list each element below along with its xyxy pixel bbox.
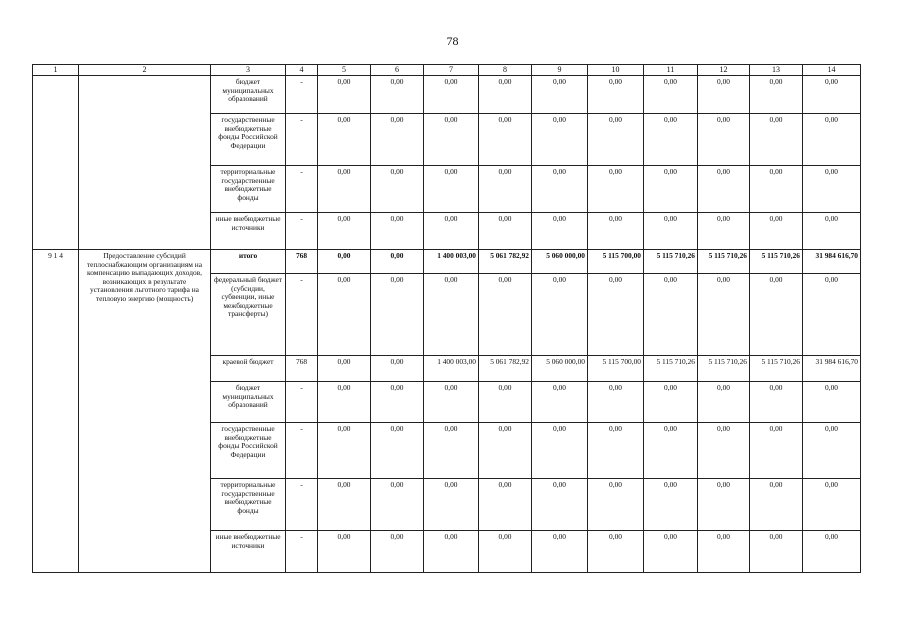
code-cell-empty <box>33 76 79 250</box>
value-cell: 0,00 <box>532 114 588 166</box>
value-cell: 0,00 <box>750 166 803 213</box>
value-cell: 0,00 <box>479 114 532 166</box>
value-cell: 0,00 <box>532 479 588 531</box>
value-cell: 0,00 <box>644 76 698 114</box>
value-cell: 0,00 <box>588 114 644 166</box>
source-cell: государственные внебюджетные фонды Российской Федерации <box>211 423 286 479</box>
source-cell: территориальные государственные внебюджетные фонды <box>211 479 286 531</box>
value-cell: 0,00 <box>424 274 479 356</box>
value-cell: 0,00 <box>750 479 803 531</box>
value-cell: 0,00 <box>803 423 861 479</box>
source-cell: итого <box>211 250 286 274</box>
value-cell: 0,00 <box>318 531 371 573</box>
col4-cell: - <box>286 76 318 114</box>
value-cell: 5 115 710,26 <box>698 250 750 274</box>
value-cell: 0,00 <box>644 114 698 166</box>
source-cell: бюджет муниципальных образований <box>211 76 286 114</box>
value-cell: 0,00 <box>318 114 371 166</box>
value-cell: 0,00 <box>318 356 371 382</box>
value-cell: 5 115 710,26 <box>750 356 803 382</box>
value-cell: 0,00 <box>644 213 698 250</box>
value-cell: 31 984 616,70 <box>803 356 861 382</box>
col4-cell: - <box>286 213 318 250</box>
value-cell: 0,00 <box>588 213 644 250</box>
value-cell: 0,00 <box>803 531 861 573</box>
value-cell: 0,00 <box>371 479 424 531</box>
value-cell: 0,00 <box>371 213 424 250</box>
value-cell: 1 400 003,00 <box>424 356 479 382</box>
col4-cell: - <box>286 531 318 573</box>
value-cell: 0,00 <box>424 166 479 213</box>
value-cell: 0,00 <box>479 213 532 250</box>
value-cell: 0,00 <box>644 382 698 423</box>
col4-cell: - <box>286 166 318 213</box>
value-cell: 0,00 <box>588 76 644 114</box>
col4-cell: 768 <box>286 356 318 382</box>
value-cell: 0,00 <box>424 479 479 531</box>
header-cell: 10 <box>588 65 644 76</box>
header-cell: 14 <box>803 65 861 76</box>
col4-cell: - <box>286 382 318 423</box>
value-cell: 0,00 <box>750 213 803 250</box>
value-cell: 5 115 700,00 <box>588 356 644 382</box>
value-cell: 0,00 <box>532 531 588 573</box>
header-cell: 7 <box>424 65 479 76</box>
value-cell: 0,00 <box>644 274 698 356</box>
value-cell: 0,00 <box>424 114 479 166</box>
value-cell: 0,00 <box>318 250 371 274</box>
value-cell: 0,00 <box>318 479 371 531</box>
budget-table <box>32 64 861 573</box>
value-cell: 0,00 <box>750 531 803 573</box>
header-row <box>33 65 861 76</box>
value-cell: 0,00 <box>588 531 644 573</box>
value-cell: 0,00 <box>318 274 371 356</box>
value-cell: 0,00 <box>532 166 588 213</box>
value-cell: 0,00 <box>424 423 479 479</box>
value-cell: 0,00 <box>803 213 861 250</box>
value-cell: 0,00 <box>532 382 588 423</box>
value-cell: 0,00 <box>803 382 861 423</box>
value-cell: 0,00 <box>803 274 861 356</box>
value-cell: 0,00 <box>371 166 424 213</box>
value-cell: 0,00 <box>371 250 424 274</box>
source-cell: федеральный бюджет (субсидии, субвенции, иные межбюджетные трансферты) <box>211 274 286 356</box>
col4-cell: - <box>286 479 318 531</box>
header-cell: 12 <box>698 65 750 76</box>
value-cell: 0,00 <box>698 213 750 250</box>
value-cell: 0,00 <box>698 76 750 114</box>
value-cell: 0,00 <box>644 423 698 479</box>
header-cell: 1 <box>33 65 79 76</box>
value-cell: 0,00 <box>750 76 803 114</box>
header-cell: 6 <box>371 65 424 76</box>
value-cell: 1 400 003,00 <box>424 250 479 274</box>
value-cell: 0,00 <box>318 213 371 250</box>
value-cell: 0,00 <box>318 423 371 479</box>
row-code: 9 1 4 <box>33 250 79 573</box>
value-cell: 0,00 <box>479 423 532 479</box>
col4-cell: - <box>286 114 318 166</box>
value-cell: 0,00 <box>371 423 424 479</box>
value-cell: 0,00 <box>644 479 698 531</box>
source-cell: государственные внебюджетные фонды Российской Федерации <box>211 114 286 166</box>
value-cell: 0,00 <box>588 274 644 356</box>
source-cell: иные внебюджетные источники <box>211 213 286 250</box>
value-cell: 0,00 <box>532 274 588 356</box>
header-cell: 9 <box>532 65 588 76</box>
value-cell: 0,00 <box>479 531 532 573</box>
value-cell: 0,00 <box>588 479 644 531</box>
table-row <box>33 250 861 274</box>
value-cell: 0,00 <box>750 382 803 423</box>
value-cell: 0,00 <box>424 382 479 423</box>
source-cell: бюджет муниципальных образований <box>211 382 286 423</box>
measure-name: Предоставление субсидий теплоснабжающим организациям на компенсацию выпадающих доходов, возникающих в результате установления льготного тарифа на тепловую энергию (мощность) <box>79 250 211 573</box>
name-cell-empty <box>79 76 211 250</box>
header-cell: 4 <box>286 65 318 76</box>
value-cell: 0,00 <box>698 382 750 423</box>
value-cell: 0,00 <box>698 166 750 213</box>
value-cell: 0,00 <box>424 531 479 573</box>
value-cell: 0,00 <box>588 423 644 479</box>
value-cell: 0,00 <box>750 423 803 479</box>
value-cell: 0,00 <box>371 274 424 356</box>
value-cell: 0,00 <box>371 76 424 114</box>
source-cell: территориальные государственные внебюджетные фонды <box>211 166 286 213</box>
source-cell: краевой бюджет <box>211 356 286 382</box>
value-cell: 5 061 782,92 <box>479 250 532 274</box>
value-cell: 5 115 710,26 <box>644 250 698 274</box>
value-cell: 0,00 <box>479 479 532 531</box>
source-cell: иные внебюджетные источники <box>211 531 286 573</box>
value-cell: 0,00 <box>698 531 750 573</box>
value-cell: 31 984 616,70 <box>803 250 861 274</box>
value-cell: 0,00 <box>698 274 750 356</box>
value-cell: 0,00 <box>588 166 644 213</box>
value-cell: 0,00 <box>644 531 698 573</box>
value-cell: 0,00 <box>532 423 588 479</box>
value-cell: 0,00 <box>424 213 479 250</box>
value-cell: 0,00 <box>750 274 803 356</box>
value-cell: 5 060 000,00 <box>532 250 588 274</box>
value-cell: 0,00 <box>424 76 479 114</box>
value-cell: 0,00 <box>803 114 861 166</box>
value-cell: 0,00 <box>371 382 424 423</box>
value-cell: 5 115 710,26 <box>750 250 803 274</box>
header-cell: 5 <box>318 65 371 76</box>
value-cell: 5 115 710,26 <box>644 356 698 382</box>
value-cell: 0,00 <box>803 479 861 531</box>
value-cell: 0,00 <box>479 166 532 213</box>
value-cell: 0,00 <box>532 76 588 114</box>
col4-cell: - <box>286 274 318 356</box>
value-cell: 5 115 700,00 <box>588 250 644 274</box>
value-cell: 0,00 <box>371 531 424 573</box>
value-cell: 0,00 <box>318 76 371 114</box>
header-cell: 2 <box>79 65 211 76</box>
header-cell: 13 <box>750 65 803 76</box>
value-cell: 5 061 782,92 <box>479 356 532 382</box>
value-cell: 0,00 <box>698 423 750 479</box>
value-cell: 0,00 <box>371 356 424 382</box>
header-cell: 3 <box>211 65 286 76</box>
value-cell: 0,00 <box>479 382 532 423</box>
header-cell: 11 <box>644 65 698 76</box>
value-cell: 0,00 <box>318 382 371 423</box>
value-cell: 0,00 <box>698 114 750 166</box>
value-cell: 0,00 <box>698 479 750 531</box>
value-cell: 0,00 <box>803 166 861 213</box>
value-cell: 0,00 <box>588 382 644 423</box>
col4-cell: 768 <box>286 250 318 274</box>
value-cell: 0,00 <box>479 76 532 114</box>
value-cell: 0,00 <box>750 114 803 166</box>
value-cell: 5 060 000,00 <box>532 356 588 382</box>
header-cell: 8 <box>479 65 532 76</box>
table-row <box>33 76 861 114</box>
value-cell: 5 115 710,26 <box>698 356 750 382</box>
value-cell: 0,00 <box>532 213 588 250</box>
value-cell: 0,00 <box>371 114 424 166</box>
value-cell: 0,00 <box>644 166 698 213</box>
value-cell: 0,00 <box>803 76 861 114</box>
col4-cell: - <box>286 423 318 479</box>
value-cell: 0,00 <box>479 274 532 356</box>
page-number: 78 <box>446 34 459 48</box>
value-cell: 0,00 <box>318 166 371 213</box>
